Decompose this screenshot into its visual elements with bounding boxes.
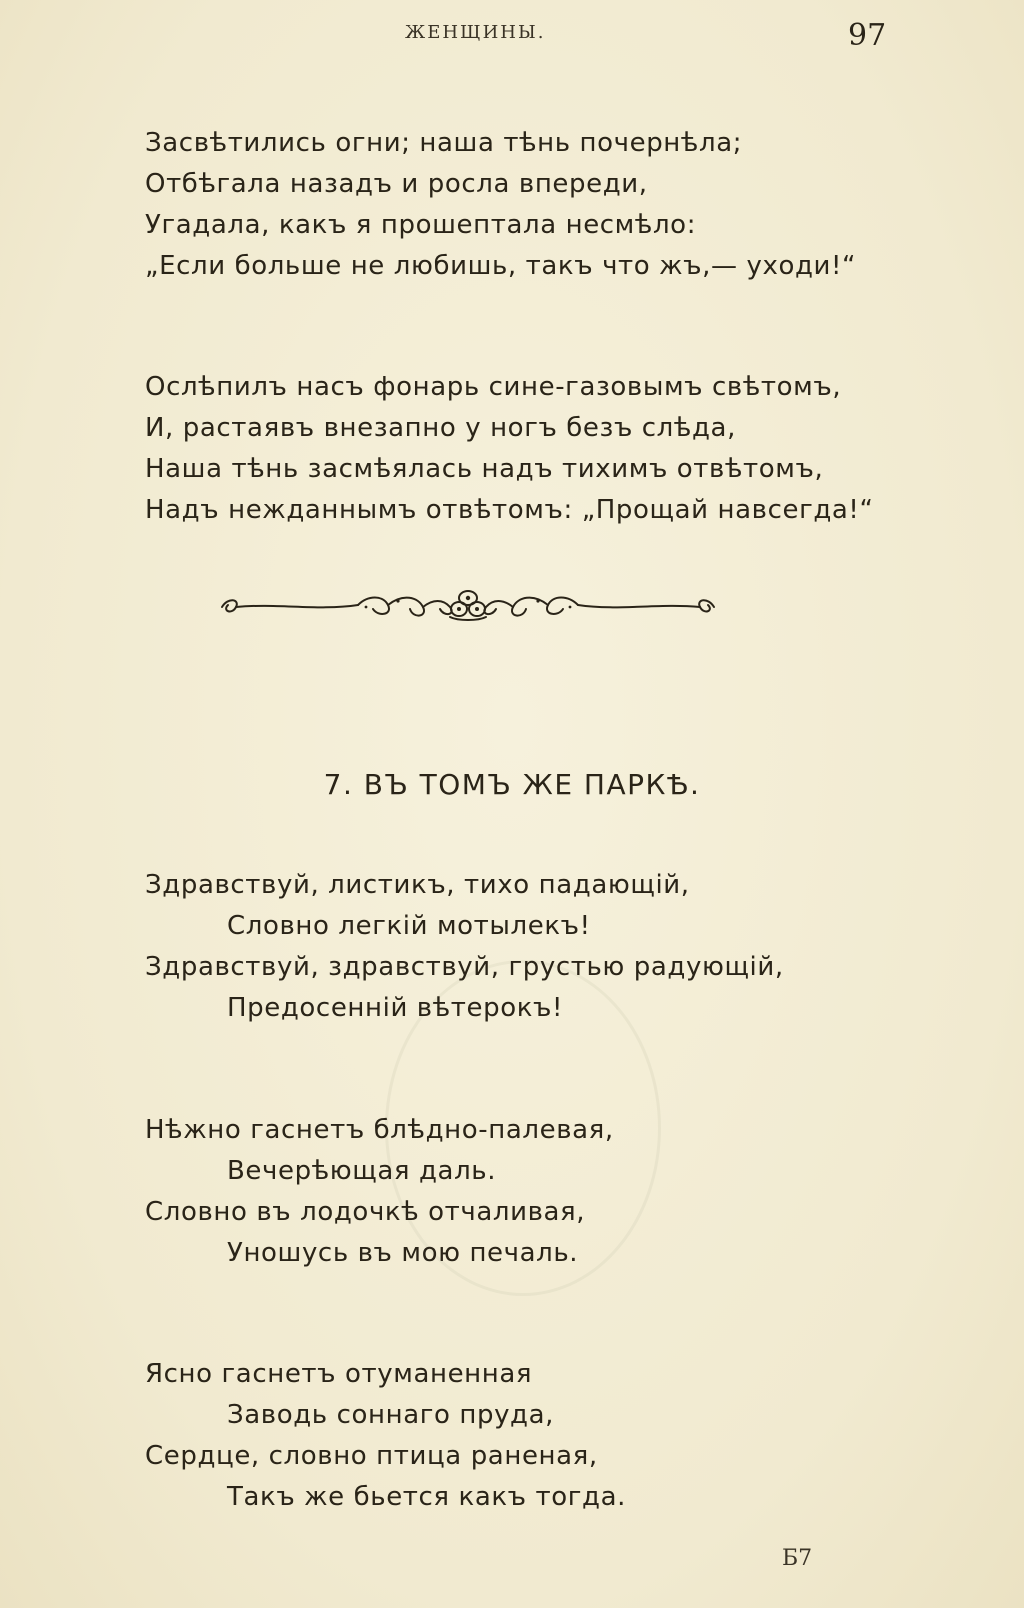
vignette-ornament-icon bbox=[218, 585, 718, 625]
verse-line: Здравствуй, здравствуй, грустью радующій, bbox=[145, 952, 784, 982]
verse-line: Отбѣгала назадъ и росла впереди, bbox=[145, 169, 648, 199]
stanza-1 bbox=[145, 123, 856, 287]
verse-line: Вечерѣющая даль. bbox=[227, 1156, 497, 1186]
verse-line: И, растаявъ внезапно у ногъ безъ слѣда, bbox=[145, 413, 736, 443]
section-name: ЖЕНЩИНЫ. bbox=[405, 22, 546, 43]
running-head bbox=[0, 18, 1024, 58]
verse-line: Словно въ лодочкѣ отчаливая, bbox=[145, 1197, 586, 1227]
verse-line: Засвѣтились огни; наша тѣнь почернѣла; bbox=[145, 128, 743, 158]
verse-line: „Если больше не любишь, такъ что жъ,— уходи!“ bbox=[145, 251, 857, 281]
stanza-4 bbox=[145, 1110, 614, 1274]
verse-line: Предосенній вѣтерокъ! bbox=[227, 993, 564, 1023]
page-number: 97 bbox=[848, 18, 887, 53]
verse-line: Словно легкій мотылекъ! bbox=[227, 911, 591, 941]
verse-line: Заводь соннаго пруда, bbox=[227, 1400, 555, 1430]
verse-line: Наша тѣнь засмѣялась надъ тихимъ отвѣтомъ, bbox=[145, 454, 824, 484]
verse-line: Здравствуй, листикъ, тихо падающій, bbox=[145, 870, 690, 900]
stanza-2 bbox=[145, 367, 874, 531]
verse-line: Нѣжно гаснетъ блѣдно-палевая, bbox=[145, 1115, 614, 1145]
verse-line: Ослѣпилъ насъ фонарь сине-газовымъ свѣтомъ, bbox=[145, 372, 842, 402]
stanza-3 bbox=[145, 865, 784, 1029]
verse-line: Уношусь въ мою печаль. bbox=[227, 1238, 579, 1268]
poem-title: 7. ВЪ ТОМЪ ЖЕ ПАРКѢ. bbox=[323, 768, 701, 801]
verse-line: Ясно гаснетъ отуманенная bbox=[145, 1359, 533, 1389]
verse-line: Угадала, какъ я прошептала несмѣло: bbox=[145, 210, 697, 240]
verse-line: Сердце, словно птица раненая, bbox=[145, 1441, 598, 1471]
stanza-5 bbox=[145, 1354, 626, 1518]
verse-line: Такъ же бьется какъ тогда. bbox=[227, 1482, 626, 1512]
verse-line: Надъ нежданнымъ отвѣтомъ: „Прощай навсегда!“ bbox=[145, 495, 874, 525]
printer-signature-mark: Б7 bbox=[782, 1546, 813, 1571]
